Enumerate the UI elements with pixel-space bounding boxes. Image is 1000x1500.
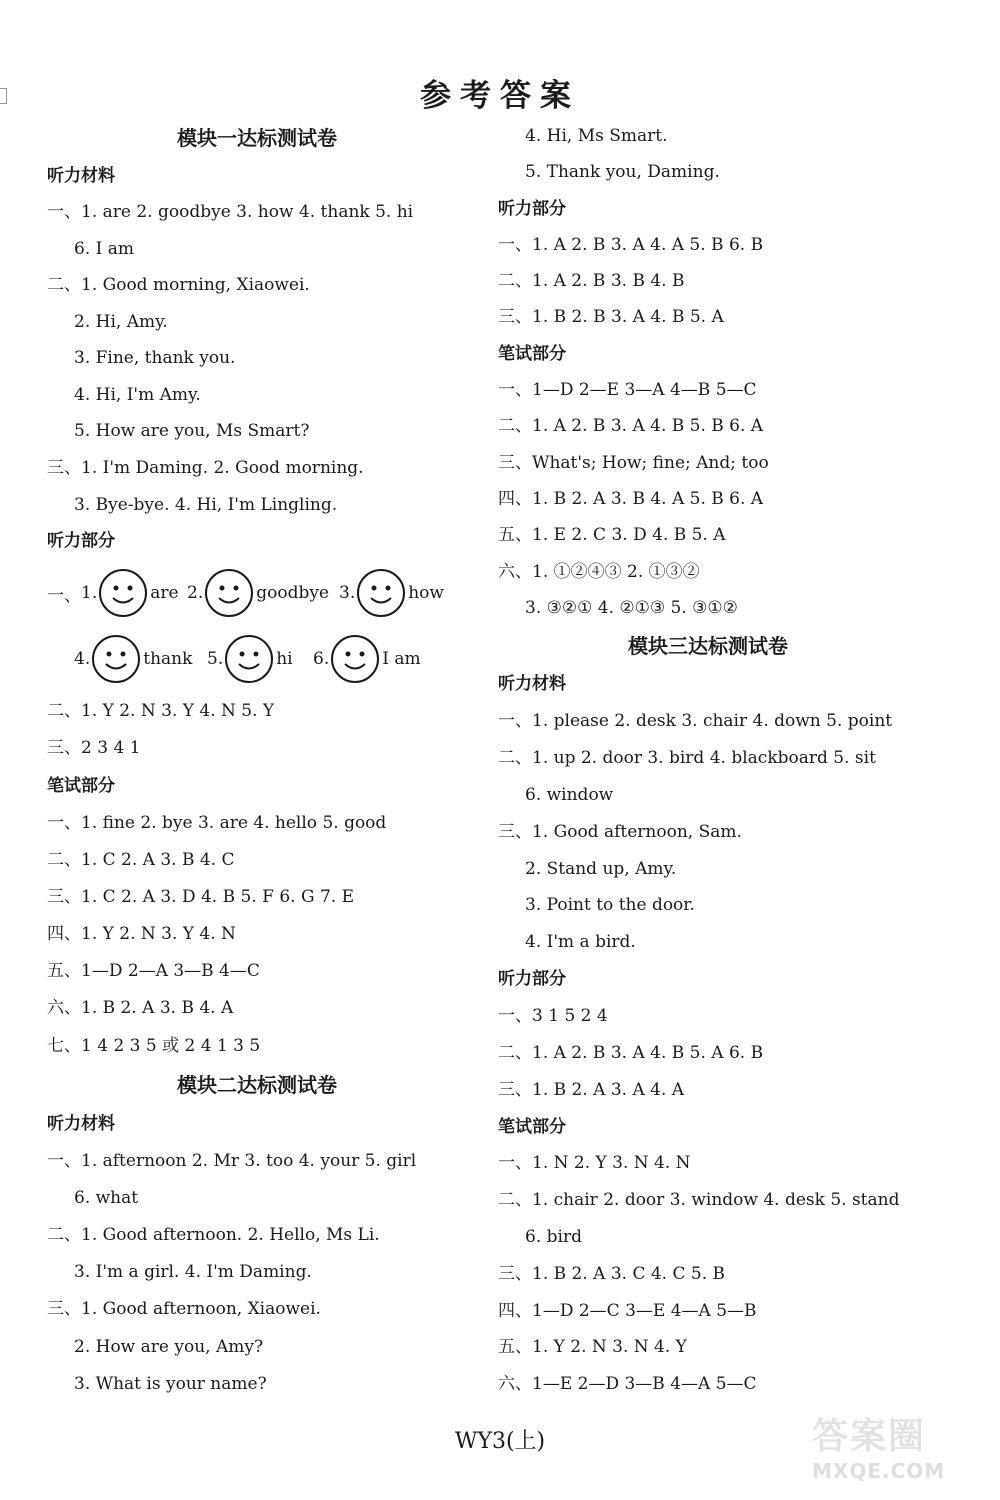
answer-line: 2. Hi, Amy.	[74, 312, 168, 332]
item-word: hi	[276, 649, 293, 669]
item-number: 3.	[339, 583, 356, 603]
watermark-bottom-text: MXQE.COM	[812, 1459, 946, 1483]
answer-line: 三、1. B 2. A 3. C 4. C 5. B	[498, 1264, 726, 1284]
smiley-item	[339, 567, 444, 619]
section-heading: 听力材料	[47, 1114, 115, 1134]
answer-line: 一、1. afternoon 2. Mr 3. too 4. your 5. girl	[47, 1151, 417, 1171]
answer-line: 四、1. B 2. A 3. B 4. A 5. B 6. A	[498, 489, 764, 509]
watermark-top-text: 答案圈	[812, 1416, 927, 1457]
answer-line: 三、1. Good afternoon, Xiaowei.	[47, 1299, 321, 1319]
answer-line: 一、1. A 2. B 3. A 4. A 5. B 6. B	[498, 235, 764, 255]
answer-line: 三、1. Good afternoon, Sam.	[498, 822, 742, 842]
module2-title: 模块二达标测试卷	[177, 1073, 337, 1097]
item-number: 4.	[74, 649, 91, 669]
answer-line: 3. I'm a girl. 4. I'm Daming.	[74, 1262, 312, 1282]
answer-line: 二、1. C 2. A 3. B 4. C	[47, 850, 235, 870]
item-word: goodbye	[256, 583, 330, 603]
answer-line: 六、1. B 2. A 3. B 4. A	[47, 998, 234, 1018]
item-word: I am	[382, 649, 421, 669]
answer-line: 一、1. N 2. Y 3. N 4. N	[498, 1153, 691, 1173]
module3-title: 模块三达标测试卷	[628, 634, 788, 658]
answer-line: 3. Bye-bye. 4. Hi, I'm Lingling.	[74, 495, 338, 515]
answer-line: 二、1. A 2. B 3. A 4. B 5. A 6. B	[498, 1043, 764, 1063]
answer-line: 6. what	[74, 1188, 139, 1208]
answer-line: 二、1. A 2. B 3. A 4. B 5. B 6. A	[498, 416, 764, 436]
smiley-face-icon	[356, 568, 406, 618]
section-heading: 笔试部分	[498, 344, 566, 364]
answer-line: 二、1. up 2. door 3. bird 4. blackboard 5. sit	[498, 748, 876, 768]
answer-line: 4. Hi, I'm Amy.	[74, 385, 201, 405]
answer-line: 3. Point to the door.	[525, 895, 695, 915]
answer-line: 三、1. B 2. B 3. A 4. B 5. A	[498, 307, 724, 327]
answer-line: 七、1 4 2 3 5 或 2 4 1 3 5	[47, 1036, 261, 1056]
answer-line: 3. ③②① 4. ②①③ 5. ③①②	[525, 598, 738, 618]
answer-line: 二、1. Good afternoon. 2. Hello, Ms Li.	[47, 1225, 380, 1245]
item-number: 1.	[81, 583, 98, 603]
answer-line: 二、1. Y 2. N 3. Y 4. N 5. Y	[47, 701, 275, 721]
watermark-logo	[812, 1408, 992, 1494]
answer-line: 三、1. I'm Daming. 2. Good morning.	[47, 458, 364, 478]
answer-line: 一、1. fine 2. bye 3. are 4. hello 5. good	[47, 813, 387, 833]
answer-line: 六、1—E 2—D 3—B 4—A 5—C	[498, 1374, 757, 1394]
item-word: how	[408, 583, 444, 603]
answer-line: 四、1—D 2—C 3—E 4—A 5—B	[498, 1301, 757, 1321]
answer-line: 三、2 3 4 1	[47, 738, 141, 758]
answer-line: 6. window	[525, 785, 614, 805]
answer-line: 三、What's; How; fine; And; too	[498, 453, 769, 473]
answer-line: 3. Fine, thank you.	[74, 348, 236, 368]
item-number: 6.	[313, 649, 330, 669]
module1-title: 模块一达标测试卷	[177, 126, 337, 150]
answer-line: 5. How are you, Ms Smart?	[74, 421, 310, 441]
section-heading: 听力材料	[498, 674, 566, 694]
item-prefix: 一、	[47, 585, 81, 606]
section-heading: 笔试部分	[47, 776, 115, 796]
smiley-face-icon	[204, 568, 254, 618]
smiley-item	[47, 567, 179, 619]
answer-line: 三、1. C 2. A 3. D 4. B 5. F 6. G 7. E	[47, 887, 354, 907]
item-number: 5.	[207, 649, 224, 669]
page-title: 参考答案	[420, 78, 580, 114]
smiley-row-1	[47, 567, 487, 619]
answer-line: 四、1. Y 2. N 3. Y 4. N	[47, 924, 236, 944]
answer-line: 一、3 1 5 2 4	[498, 1006, 608, 1026]
answer-line: 五、1. E 2. C 3. D 4. B 5. A	[498, 525, 726, 545]
answer-line: 6. I am	[74, 239, 134, 259]
answer-line: 2. How are you, Amy?	[74, 1337, 264, 1357]
section-heading: 听力部分	[47, 531, 115, 551]
smiley-face-icon	[98, 568, 148, 618]
answer-line: 五、1—D 2—A 3—B 4—C	[47, 961, 260, 981]
item-number: 2.	[187, 583, 204, 603]
item-word: thank	[143, 649, 193, 669]
answer-line: 4. I'm a bird.	[525, 932, 636, 952]
smiley-item	[74, 633, 192, 685]
smiley-face-icon	[224, 634, 274, 684]
page-footer: WY3(上)	[454, 1429, 546, 1454]
answer-line: 一、1. are 2. goodbye 3. how 4. thank 5. hi	[47, 202, 414, 222]
answer-line: 二、1. A 2. B 3. B 4. B	[498, 271, 685, 291]
answer-line: 3. What is your name?	[74, 1374, 267, 1394]
smiley-item	[187, 567, 329, 619]
answer-line: 六、1. ①②④③ 2. ①③②	[498, 562, 700, 582]
answer-line: 五、1. Y 2. N 3. N 4. Y	[498, 1337, 687, 1357]
answer-line: 5. Thank you, Daming.	[525, 162, 720, 182]
section-heading: 听力部分	[498, 199, 566, 219]
section-heading: 笔试部分	[498, 1117, 566, 1137]
smiley-item	[207, 633, 293, 685]
smiley-item	[313, 633, 421, 685]
item-word: are	[150, 583, 179, 603]
smiley-face-icon	[330, 634, 380, 684]
answer-line: 一、1. please 2. desk 3. chair 4. down 5. point	[498, 711, 893, 731]
section-heading: 听力部分	[498, 969, 566, 989]
answer-line: 4. Hi, Ms Smart.	[525, 126, 668, 146]
answer-line: 二、1. chair 2. door 3. window 4. desk 5. stand	[498, 1190, 900, 1210]
smiley-face-icon	[91, 634, 141, 684]
answer-line: 三、1. B 2. A 3. A 4. A	[498, 1080, 685, 1100]
answer-line: 二、1. Good morning, Xiaowei.	[47, 275, 310, 295]
answer-line: 6. bird	[525, 1227, 582, 1247]
section-heading: 听力材料	[47, 166, 115, 186]
answer-line: 一、1—D 2—E 3—A 4—B 5—C	[498, 380, 757, 400]
smiley-row-2	[47, 633, 487, 685]
answer-line: 2. Stand up, Amy.	[525, 859, 677, 879]
